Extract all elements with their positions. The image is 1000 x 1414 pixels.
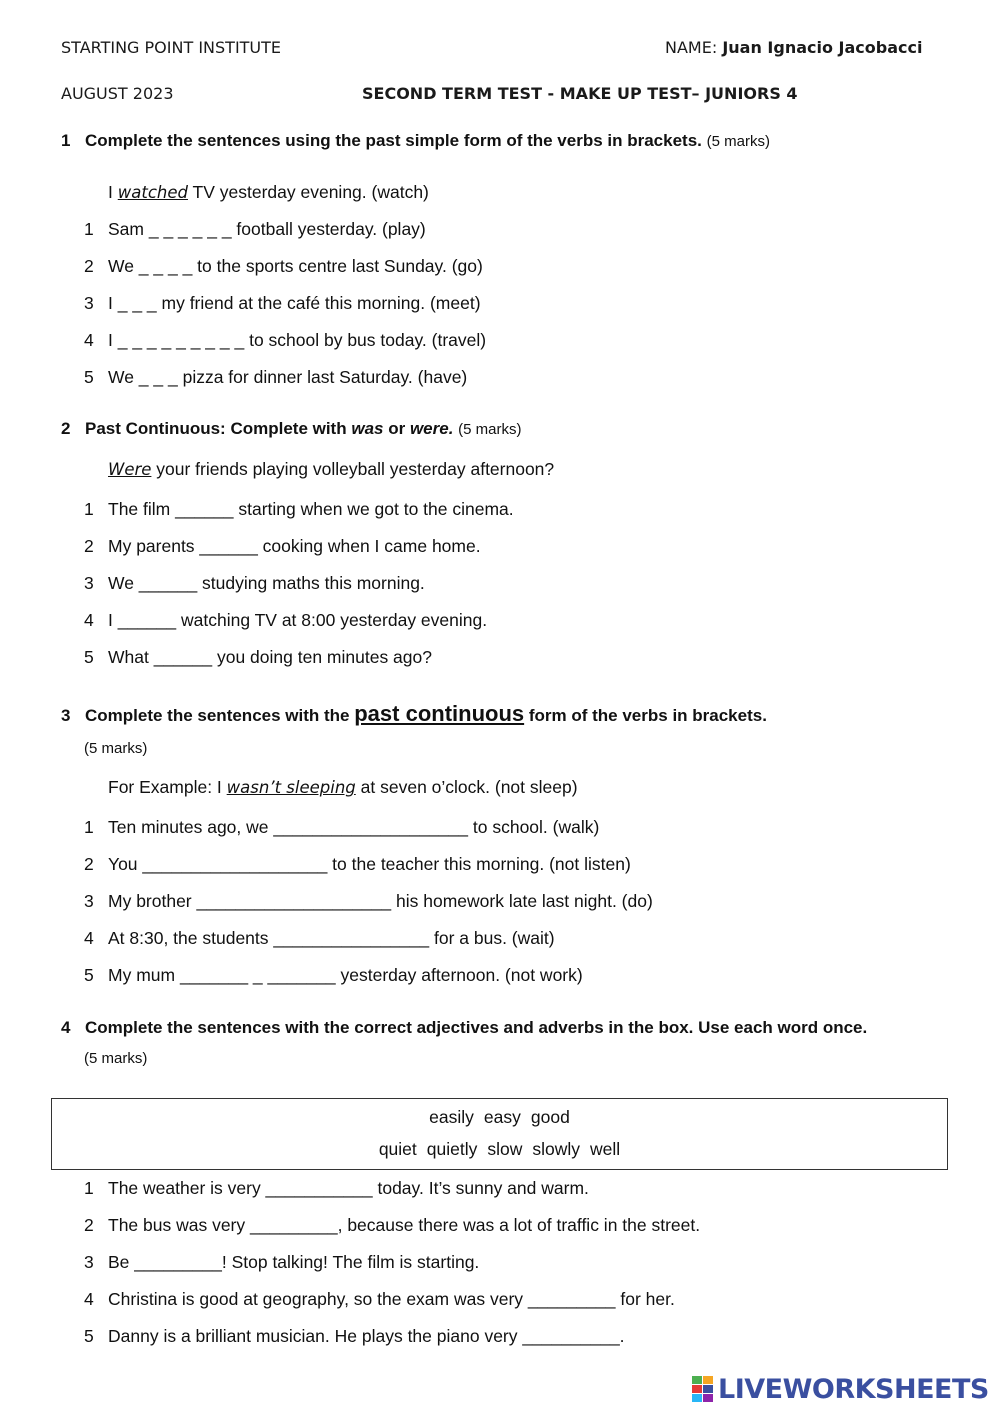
example-pre: I	[108, 182, 113, 202]
section3-instruction-post: form of the verbs in brackets.	[528, 706, 767, 725]
list-item	[84, 1178, 589, 1199]
section-number: 4	[61, 1018, 71, 1037]
item-text: I ______ watching TV at 8:00 yesterday evening.	[108, 610, 488, 630]
item-number: 4	[84, 928, 94, 948]
example-post: at seven o’clock. (not sleep)	[360, 777, 578, 797]
item-number: 5	[84, 1326, 94, 1346]
section-number: 2	[61, 419, 71, 438]
list-item	[84, 610, 487, 631]
list-item	[84, 1289, 675, 1310]
item-text: We ______ studying maths this morning.	[108, 573, 425, 593]
test-title: SECOND TERM TEST - MAKE UP TEST– JUNIORS 4	[362, 84, 798, 103]
item-number: 5	[84, 965, 94, 985]
item-number: 5	[84, 367, 94, 387]
section3-heading	[61, 701, 767, 727]
word-were: were.	[409, 419, 454, 438]
item-text: My parents ______ cooking when I came home.	[108, 536, 481, 556]
section2-heading	[61, 419, 522, 439]
item-text: We _ _ _ _ to the sports centre last Sunday. (go)	[108, 256, 483, 276]
item-number: 4	[84, 330, 94, 350]
item-text: At 8:30, the students ________________ for a bus. (wait)	[108, 928, 555, 948]
box-word: quietly	[426, 1139, 478, 1159]
item-text: I _ _ _ my friend at the café this morning. (meet)	[108, 293, 481, 313]
item-number: 1	[84, 219, 94, 239]
institute-name: STARTING POINT INSTITUTE	[61, 38, 282, 57]
box-word: quiet	[378, 1139, 417, 1159]
box-word: good	[530, 1107, 570, 1127]
item-number: 1	[84, 817, 94, 837]
section1-example	[108, 182, 429, 203]
item-text: The weather is very ___________ today. It’s sunny and warm.	[108, 1178, 589, 1198]
liveworksheets-logo	[692, 1373, 989, 1405]
list-item	[84, 1252, 479, 1273]
section-number: 1	[61, 131, 71, 150]
section2-marks: (5 marks)	[458, 421, 522, 438]
item-number: 4	[84, 610, 94, 630]
word-or: or	[388, 419, 406, 438]
item-text: What ______ you doing ten minutes ago?	[108, 647, 432, 667]
name-value: Juan Ignacio Jacobacci	[722, 38, 923, 57]
list-item	[84, 928, 555, 949]
list-item	[84, 1326, 625, 1347]
section3-instruction-pre: Complete the sentences with the	[85, 706, 350, 725]
list-item	[84, 256, 483, 277]
section3-marks: (5 marks)	[84, 740, 148, 757]
item-text: You ___________________ to the teacher this morning. (not listen)	[108, 854, 631, 874]
word-box-row	[52, 1107, 947, 1128]
list-item	[84, 330, 486, 351]
list-item	[84, 219, 426, 240]
item-text: Danny is a brilliant musician. He plays the piano very __________.	[108, 1326, 625, 1346]
item-number: 1	[84, 499, 94, 519]
example-answer: wasn’t sleeping	[226, 778, 356, 797]
list-item	[84, 817, 599, 838]
item-number: 3	[84, 293, 94, 313]
box-word: well	[590, 1139, 621, 1159]
word-box-row	[52, 1139, 947, 1160]
example-answer: watched	[117, 183, 188, 202]
list-item	[84, 891, 653, 912]
example-pre: For Example: I	[108, 777, 222, 797]
word-was: was	[351, 419, 384, 438]
item-text: My brother ____________________ his homework late last night. (do)	[108, 891, 653, 911]
item-number: 5	[84, 647, 94, 667]
item-number: 2	[84, 854, 94, 874]
list-item	[84, 536, 481, 557]
section2-instruction: Past Continuous: Complete with	[85, 419, 347, 438]
section2-example	[108, 459, 554, 480]
list-item	[84, 1215, 700, 1236]
liveworksheets-icon	[692, 1376, 714, 1402]
list-item	[84, 499, 514, 520]
list-item	[84, 573, 425, 594]
item-text: Be _________! Stop talking! The film is starting.	[108, 1252, 480, 1272]
box-word: easily	[429, 1107, 474, 1127]
logo-text: LIVEWORKSHEETS	[718, 1373, 989, 1405]
section4-heading	[61, 1018, 867, 1038]
list-item	[84, 293, 481, 314]
list-item	[84, 965, 583, 986]
section1-marks: (5 marks)	[706, 133, 770, 150]
section1-instruction: Complete the sentences using the past simple form of the verbs in brackets.	[85, 131, 702, 150]
item-number: 2	[84, 1215, 94, 1235]
section4-marks: (5 marks)	[84, 1050, 148, 1067]
item-text: My mum _______ _ _______ yesterday afternoon. (not work)	[108, 965, 583, 985]
item-text: Christina is good at geography, so the exam was very _________ for her.	[108, 1289, 675, 1309]
list-item	[84, 647, 432, 668]
example-post: TV yesterday evening. (watch)	[192, 182, 429, 202]
item-text: Sam _ _ _ _ _ _ football yesterday. (play)	[108, 219, 426, 239]
item-number: 2	[84, 256, 94, 276]
example-post: your friends playing volleyball yesterday afternoon?	[156, 459, 555, 479]
item-number: 3	[84, 891, 94, 911]
word-box	[51, 1098, 948, 1170]
item-number: 3	[84, 1252, 94, 1272]
student-name-line	[665, 38, 922, 57]
item-number: 2	[84, 536, 94, 556]
section-number: 3	[61, 706, 71, 725]
example-answer: Were	[108, 460, 152, 479]
item-number: 4	[84, 1289, 94, 1309]
item-number: 3	[84, 573, 94, 593]
section1-heading	[61, 131, 770, 151]
item-text: We _ _ _ pizza for dinner last Saturday. (have)	[108, 367, 468, 387]
test-date: AUGUST 2023	[61, 84, 174, 103]
item-text: The bus was very _________, because there was a lot of traffic in the street.	[108, 1215, 701, 1235]
box-word: slow	[487, 1139, 523, 1159]
item-text: The film ______ starting when we got to the cinema.	[108, 499, 514, 519]
section3-example	[108, 777, 578, 798]
list-item	[84, 367, 467, 388]
item-number: 1	[84, 1178, 94, 1198]
list-item	[84, 854, 631, 875]
name-label: NAME:	[665, 38, 718, 57]
item-text: I _ _ _ _ _ _ _ _ _ to school by bus today. (travel)	[108, 330, 487, 350]
section4-instruction: Complete the sentences with the correct adjectives and adverbs in the box. Use each word once.	[85, 1018, 868, 1037]
box-word: slowly	[532, 1139, 581, 1159]
item-text: Ten minutes ago, we ____________________ to school. (walk)	[108, 817, 600, 837]
box-word: easy	[483, 1107, 521, 1127]
section3-instruction-emphasis: past continuous	[354, 701, 525, 726]
